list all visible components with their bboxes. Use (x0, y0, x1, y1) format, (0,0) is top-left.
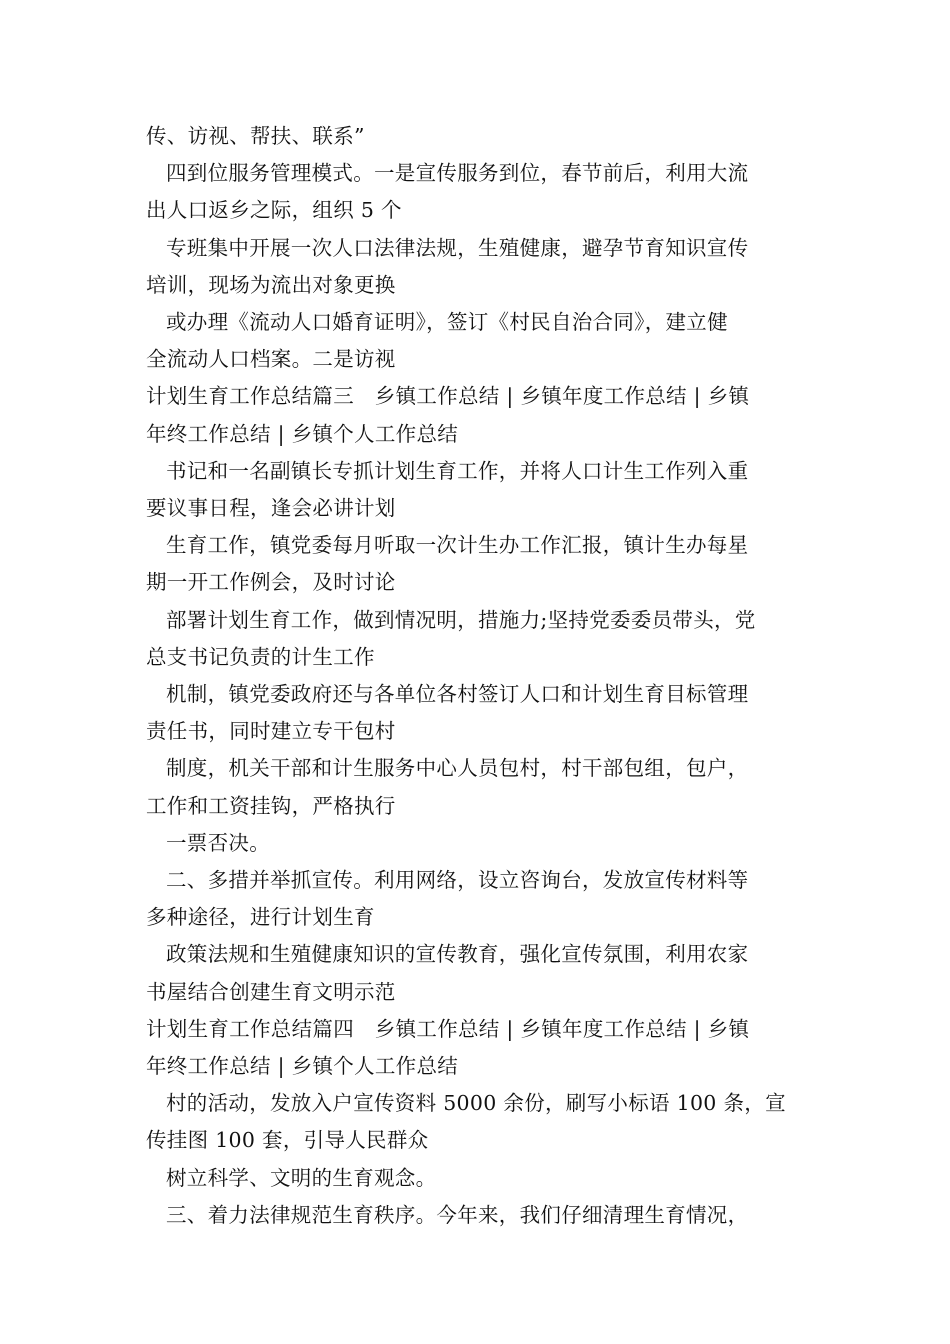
text-line: 政策法规和生殖健康知识的宣传教育，强化宣传氛围，利用农家 (166, 942, 749, 967)
text-line: 机制，镇党委政府还与各单位各村签订人口和计划生育目标管理 (166, 682, 749, 707)
text-line: 村的活动，发放入户宣传资料 5000 余份，刷写小标语 100 条，宣 (166, 1091, 786, 1116)
text-line: 书屋结合创建生育文明示范 (146, 979, 396, 1004)
text-line: 责任书，同时建立专干包村 (146, 719, 396, 744)
text-line: 传、访视、帮扶、联系” (146, 124, 365, 148)
text-line: 一票否决。 (166, 830, 270, 855)
text-line: 多种途径，进行计划生育 (146, 905, 375, 930)
text-line: 全流动人口档案。二是访视 (146, 347, 396, 372)
section-heading-line: 计划生育工作总结篇三 乡镇工作总结 | 乡镇年度工作总结 | 乡镇 (146, 384, 750, 409)
text-line: 传挂图 100 套，引导人民群众 (146, 1128, 429, 1153)
text-line: 期一开工作例会，及时讨论 (146, 570, 396, 595)
text-line: 制度，机关干部和计生服务中心人员包村，村干部包组，包户， (166, 756, 749, 781)
text-line: 书记和一名副镇长专抓计划生育工作，并将人口计生工作列入重 (166, 458, 749, 483)
text-line: 四到位服务管理模式。一是宣传服务到位，春节前后，利用大流 (166, 161, 749, 186)
text-line: 培训，现场为流出对象更换 (146, 272, 396, 297)
text-line: 三、着力法律规范生育秩序。今年来，我们仔细清理生育情况， (166, 1202, 749, 1227)
text-line: 要议事日程，逢会必讲计划 (146, 496, 396, 521)
text-line: 工作和工资挂钩，严格执行 (146, 793, 396, 818)
document-body (146, 118, 818, 1234)
section-heading-line: 年终工作总结 | 乡镇个人工作总结 (146, 1054, 459, 1079)
text-line: 或办理《流动人口婚育证明》，签订《村民自治合同》，建立健 (166, 310, 728, 335)
text-line: 总支书记负责的计生工作 (146, 644, 375, 669)
text-line: 专班集中开展一次人口法律法规，生殖健康，避孕节育知识宣传 (166, 235, 749, 260)
text-line: 树立科学、文明的生育观念。 (166, 1165, 437, 1190)
section-heading-line: 计划生育工作总结篇四 乡镇工作总结 | 乡镇年度工作总结 | 乡镇 (146, 1016, 750, 1041)
text-line: 生育工作，镇党委每月听取一次计生办工作汇报，镇计生办每星 (166, 533, 749, 558)
text-line: 部署计划生育工作，做到情况明，措施力;坚持党委委员带头，党 (166, 607, 756, 632)
text-line: 出人口返乡之际，组织 5 个 (146, 198, 402, 223)
section-heading-line: 年终工作总结 | 乡镇个人工作总结 (146, 421, 459, 446)
text-line: 二、多措并举抓宣传。利用网络，设立咨询台，发放宣传材料等 (166, 868, 749, 893)
